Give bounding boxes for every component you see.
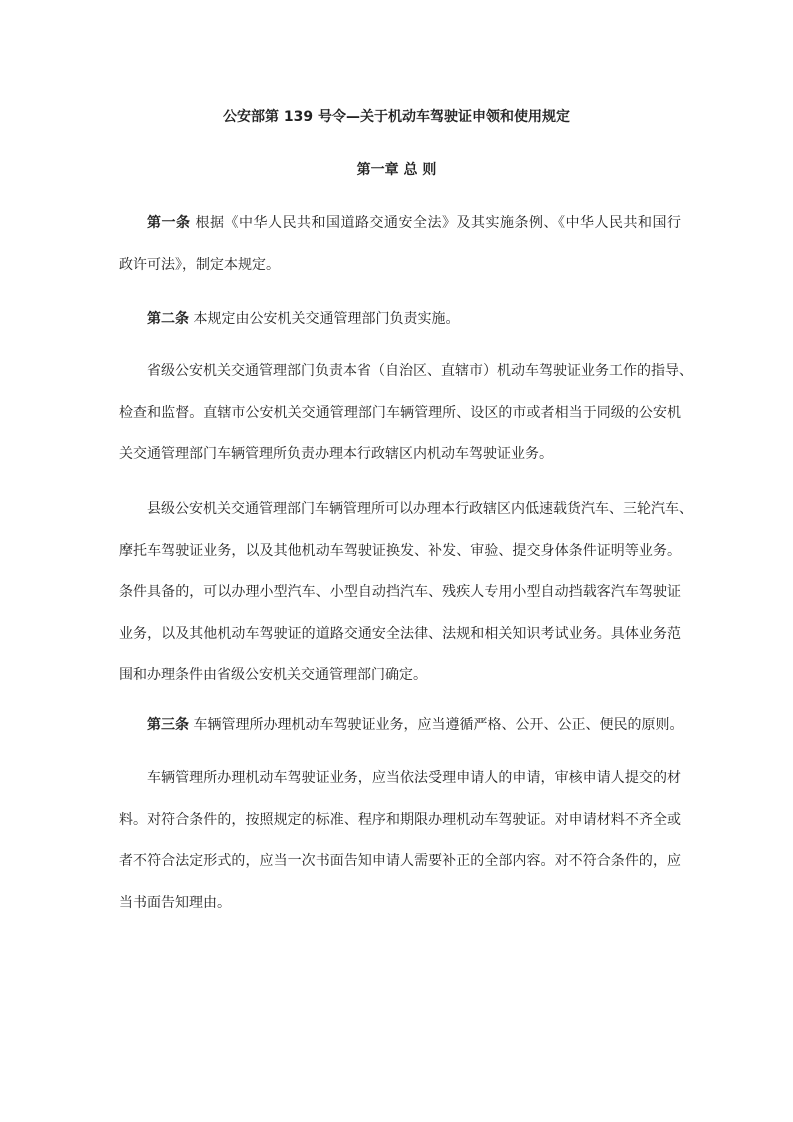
paragraph-line: 摩托车驾驶证业务，以及其他机动车驾驶证换发、补发、审验、提交身体条件证明等业务。 xyxy=(119,542,681,559)
paragraph-line: 料。对符合条件的，按照规定的标准、程序和期限办理机动车驾驶证。对申请材料不齐全或 xyxy=(119,811,681,828)
paragraph-line: 关交通管理部门车辆管理所负责办理本行政辖区内机动车驾驶证业务。 xyxy=(119,446,553,462)
article-label: 第一条 xyxy=(147,215,191,231)
article-label: 第二条 xyxy=(147,311,189,327)
paragraph-line: 本规定由公安机关交通管理部门负责实施。 xyxy=(193,311,460,327)
paragraph-line: 车辆管理所办理机动车驾驶证业务，应当遵循严格、公开、公正、便民的原则。 xyxy=(193,717,684,733)
article-2-paragraph-3 xyxy=(119,489,693,697)
paragraph-line: 车辆管理所办理机动车驾驶证业务，应当依法受理申请人的申请，审核申请人提交的材 xyxy=(147,770,681,786)
paragraph-line: 省级公安机关交通管理部门负责本省（自治区、直辖市）机动车驾驶证业务工作的指导、 xyxy=(147,363,693,379)
paragraph-line: 当书面告知理由。 xyxy=(119,894,231,911)
paragraph-line: 围和办理条件由省级公安机关交通管理部门确定。 xyxy=(119,667,427,683)
document-title: 公安部第 139 号令—关于机动车驾驶证申领和使用规定 xyxy=(223,109,570,125)
paragraph-line: 业务，以及其他机动车驾驶证的道路交通安全法律、法规和相关知识考试业务。具体业务范 xyxy=(119,625,681,642)
article-3-paragraph xyxy=(119,705,684,747)
article-label: 第三条 xyxy=(147,717,189,733)
article-1-paragraph xyxy=(119,203,681,286)
paragraph-line: 条件具备的，可以办理小型汽车、小型自动挡汽车、残疾人专用小型自动挡载客汽车驾驶证 xyxy=(119,584,681,600)
paragraph-line: 县级公安机关交通管理部门车辆管理所可以办理本行政辖区内低速载货汽车、三轮汽车、 xyxy=(147,501,693,517)
article-2-paragraph-2 xyxy=(119,351,693,476)
paragraph-line: 者不符合法定形式的，应当一次书面告知申请人需要补正的全部内容。对不符合条件的，应 xyxy=(119,853,681,869)
article-3-paragraph-2 xyxy=(119,758,681,924)
article-2-paragraph xyxy=(119,299,681,341)
paragraph-line: 检查和监督。直辖市公安机关交通管理部门车辆管理所、设区的市或者相当于同级的公安机 xyxy=(119,404,681,421)
paragraph-line: 根据《中华人民共和国道路交通安全法》及其实施条例、《中华人民共和国行 xyxy=(195,215,682,231)
chapter-heading: 第一章 总 则 xyxy=(356,162,437,178)
paragraph-line: 政许可法》，制定本规定。 xyxy=(119,256,280,273)
